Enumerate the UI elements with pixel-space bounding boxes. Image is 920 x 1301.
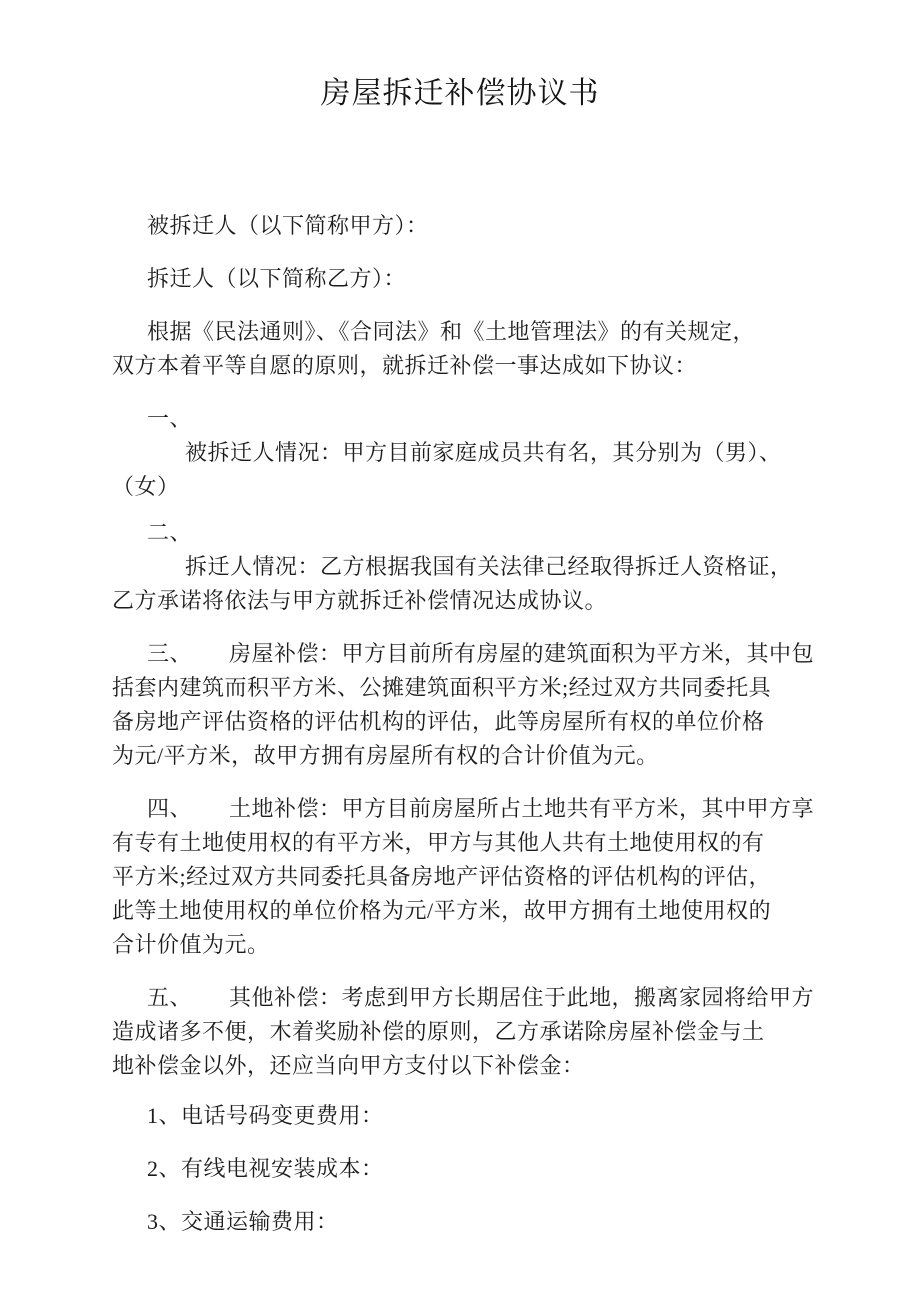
section-five-other-compensation [112,981,920,1083]
doc-line: 乙方承诺将依法与甲方就拆迁补偿情况达成协议。 [112,588,608,613]
section-text: 其他补偿：考虑到甲方长期居住于此地，搬离家园将给甲方 [229,985,815,1010]
list-item-cable-tv-fee [112,1152,920,1186]
doc-line: 平方米;经过双方共同委托具备房地产评估资格的评估机构的评估， [112,864,772,889]
paragraph-party-b [112,262,920,296]
doc-line: 地补偿金以外，还应当向甲方支付以下补偿金： [112,1053,585,1078]
list-number: 3、 [147,1209,182,1234]
doc-line: 造成诸多不便，木着奖励补偿的原则，乙方承诺除房屋补偿金与土 [112,1019,765,1044]
doc-line [112,1152,920,1186]
paragraph-preamble [112,315,920,383]
doc-line: 此等土地使用权的单位价格为元/平方米，故甲方拥有土地使用权的 [112,898,772,923]
list-number: 2、 [147,1156,182,1181]
doc-line: 合计价值为元。 [112,932,270,957]
section-text: 房屋补偿：甲方目前所有房屋的建筑面积为平方米，其中包 [229,641,815,666]
list-text: 有线电视安装成本： [181,1156,384,1181]
list-item-phone-fee [112,1099,920,1133]
section-three-house-compensation [112,637,920,773]
doc-line: 拆迁人（以下简称乙方）： [147,266,407,291]
list-text: 交通运输费用： [181,1209,339,1234]
section-number: 五、 [147,985,193,1010]
document-title: 房屋拆迁补偿协议书 [320,77,600,110]
doc-line [112,1099,920,1133]
section-one [112,402,920,504]
list-item-transport-fee [112,1205,920,1239]
section-text: 土地补偿：甲方目前房屋所占土地共有平方米，其中甲方享 [229,796,815,821]
doc-line: 有专有土地使用权的有平方米，甲方与其他人共有土地使用权的有 [112,830,765,855]
doc-line: 被拆迁人情况：甲方目前家庭成员共有名，其分别为（男）、 [185,440,782,465]
doc-line [112,402,920,436]
doc-line [112,981,920,1015]
doc-line [112,1205,920,1239]
paragraph-party-a [112,209,920,243]
section-number: 四、 [147,796,193,821]
doc-line: 备房地产评估资格的评估机构的评估，此等房屋所有权的单位价格 [112,709,765,734]
doc-line [112,792,920,826]
section-number: 三、 [147,641,193,666]
doc-line [112,637,920,671]
list-text: 电话号码变更费用： [181,1103,384,1128]
doc-line: （女） [112,474,180,499]
doc-line: 拆迁人情况：乙方根据我国有关法律己经取得拆迁人资格证， [185,554,793,579]
section-number: 一、 [147,406,193,431]
doc-line: 括套内建筑而积平方米、公摊建筑面积平方米;经过双方共同委托具 [112,675,772,700]
doc-line: 根据《民法通则》、《合同法》和《土地管理法》的有关规定， [147,319,756,344]
doc-line: 被拆迁人（以下简称甲方）： [147,213,429,238]
section-number: 二、 [147,520,193,545]
doc-line [112,516,920,550]
section-two [112,516,920,618]
section-four-land-compensation [112,792,920,962]
doc-line: 双方本着平等自愿的原则，就拆迁补偿一事达成如下协议： [112,353,698,378]
list-number: 1、 [147,1103,182,1128]
doc-line: 为元/平方米，故甲方拥有房屋所有权的合计价值为元。 [112,743,659,768]
